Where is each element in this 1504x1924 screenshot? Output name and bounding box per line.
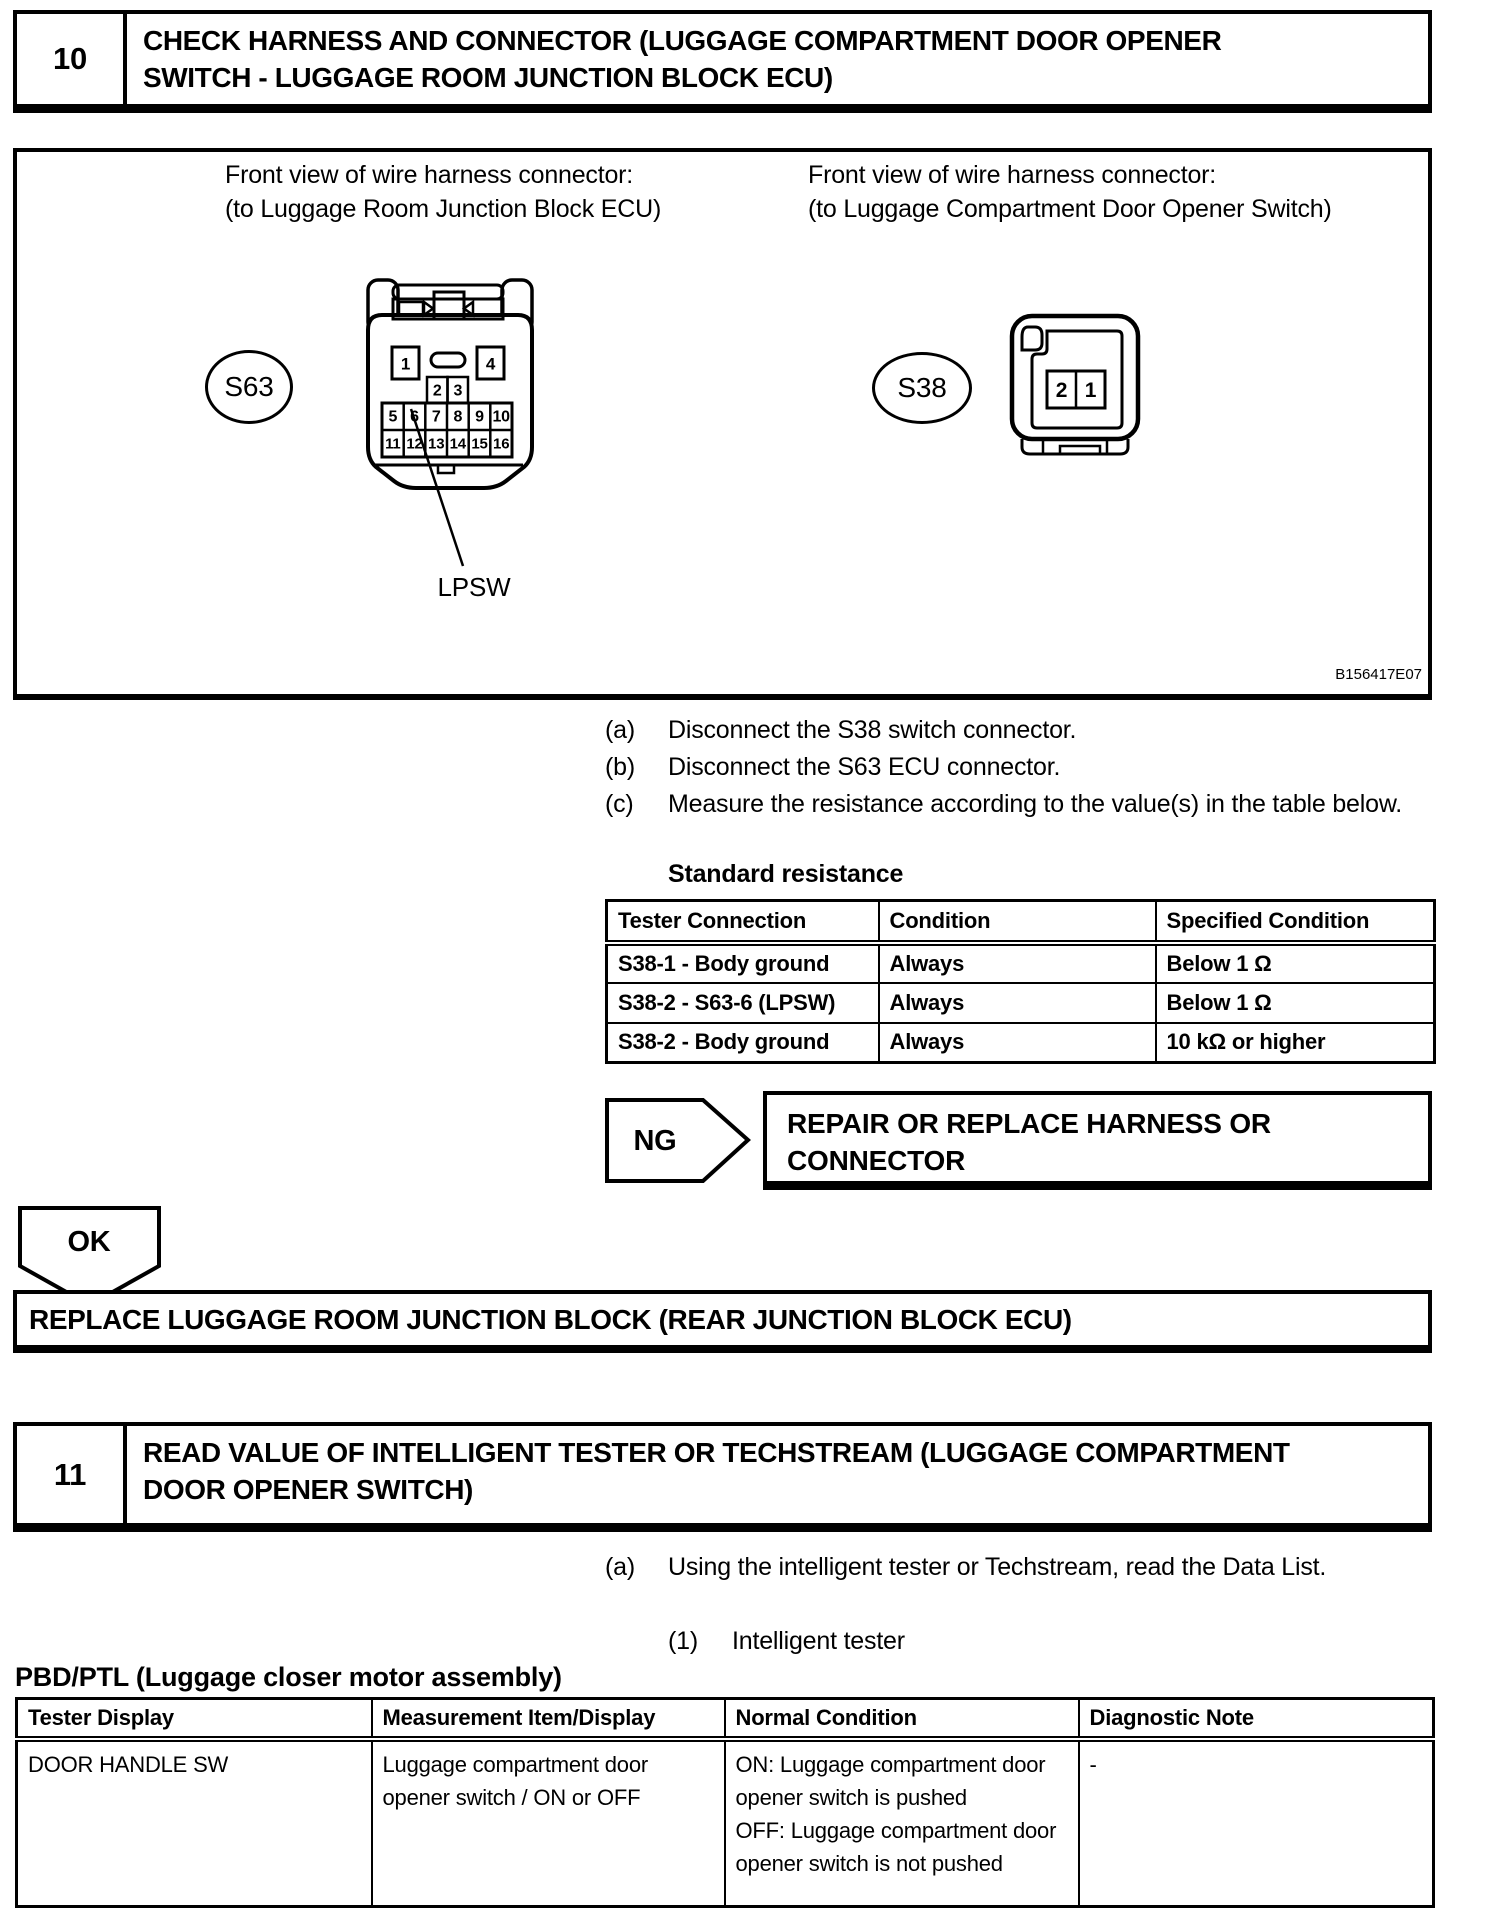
s63-pin-3: 3 bbox=[453, 382, 463, 400]
s63-pin-10: 10 bbox=[492, 408, 510, 426]
s63-pin-12: 12 bbox=[406, 435, 423, 453]
normal-condition-off: OFF: Luggage compartment door opener switch is not pushed bbox=[735, 1817, 1057, 1876]
step-11-title-line1: READ VALUE OF INTELLIGENT TESTER OR TECHSTREAM (LUGGAGE COMPARTMENT bbox=[143, 1437, 1290, 1468]
cell-specified-condition: 10 kΩ or higher bbox=[1156, 1023, 1435, 1063]
s63-pin-9: 9 bbox=[475, 408, 484, 426]
resistance-table bbox=[605, 899, 1436, 1064]
step11-a-label: (a) bbox=[605, 1553, 635, 1581]
step-10-title bbox=[127, 14, 1235, 104]
standard-resistance-caption: Standard resistance bbox=[668, 860, 904, 888]
s38-connector-drawing bbox=[1005, 310, 1145, 460]
col-measurement-item: Measurement Item/Display bbox=[372, 1699, 725, 1739]
step-b-text: Disconnect the S63 ECU connector. bbox=[668, 753, 1061, 781]
cell-tester-connection: S38-2 - S63-6 (LPSW) bbox=[607, 983, 879, 1023]
connector-label-s38: S38 bbox=[872, 352, 972, 424]
step11-sub-text: Intelligent tester bbox=[732, 1627, 905, 1655]
cell-specified-condition: Below 1 Ω bbox=[1156, 943, 1435, 983]
s63-pin-6: 6 bbox=[410, 408, 419, 426]
cell-condition: Always bbox=[879, 983, 1156, 1023]
table-row bbox=[607, 1023, 1435, 1063]
lpsw-pin-callout: LPSW bbox=[437, 572, 511, 602]
ng-action-box bbox=[763, 1091, 1432, 1190]
s63-pin-4: 4 bbox=[485, 354, 496, 374]
step-11-number: 11 bbox=[17, 1426, 127, 1523]
caption-left-line1: Front view of wire harness connector: bbox=[225, 161, 634, 189]
cell-condition: Always bbox=[879, 1023, 1156, 1063]
s63-connector-drawing bbox=[360, 275, 540, 605]
table-row bbox=[17, 1739, 1434, 1907]
col-specified-condition: Specified Condition bbox=[1156, 901, 1435, 943]
data-list-header-row bbox=[17, 1699, 1434, 1739]
cell-diagnostic-note: - bbox=[1079, 1739, 1434, 1907]
caption-left-line2: (to Luggage Room Junction Block ECU) bbox=[225, 195, 662, 223]
s63-pin-14: 14 bbox=[449, 435, 466, 453]
connector-label-s63: S63 bbox=[205, 350, 293, 424]
ok-label: OK bbox=[67, 1226, 111, 1258]
step-c-text: Measure the resistance according to the value(s) in the table below. bbox=[668, 790, 1403, 818]
s63-pin-2: 2 bbox=[432, 382, 442, 400]
cell-specified-condition: Below 1 Ω bbox=[1156, 983, 1435, 1023]
col-tester-connection: Tester Connection bbox=[607, 901, 879, 943]
step-b-label: (b) bbox=[605, 753, 635, 781]
step-10-header bbox=[13, 10, 1432, 113]
s38-pin-2: 2 bbox=[1055, 379, 1068, 402]
table-row bbox=[607, 943, 1435, 983]
s63-pin-13: 13 bbox=[428, 435, 445, 453]
cell-tester-connection: S38-1 - Body ground bbox=[607, 943, 879, 983]
s63-pin-8: 8 bbox=[453, 408, 463, 426]
s63-pin-16: 16 bbox=[493, 435, 510, 453]
pbd-ptl-heading: PBD/PTL (Luggage closer motor assembly) bbox=[15, 1662, 562, 1692]
caption-right-line2: (to Luggage Compartment Door Opener Switch) bbox=[808, 195, 1332, 223]
s38-pin-1: 1 bbox=[1084, 379, 1097, 402]
connector-figure bbox=[13, 148, 1432, 700]
col-normal-condition: Normal Condition bbox=[725, 1699, 1079, 1739]
cell-condition: Always bbox=[879, 943, 1156, 983]
step11-a-text: Using the intelligent tester or Techstream, read the Data List. bbox=[668, 1553, 1327, 1581]
step-a-label: (a) bbox=[605, 716, 635, 744]
s63-pin-5: 5 bbox=[388, 408, 398, 426]
step-10-title-line2: SWITCH - LUGGAGE ROOM JUNCTION BLOCK ECU) bbox=[143, 62, 833, 93]
replace-action-text: REPLACE LUGGAGE ROOM JUNCTION BLOCK (REAR JUNCTION BLOCK ECU) bbox=[29, 1304, 1072, 1335]
ng-arrow bbox=[605, 1098, 751, 1183]
figure-caption-right bbox=[808, 158, 1332, 226]
ng-arrow-shape bbox=[607, 1100, 748, 1181]
step-c-label: (c) bbox=[605, 790, 634, 818]
caption-right-line1: Front view of wire harness connector: bbox=[808, 161, 1217, 189]
cell-normal-condition bbox=[725, 1739, 1079, 1907]
table-row bbox=[607, 983, 1435, 1023]
cell-measurement: Luggage compartment door opener switch / ON or OFF bbox=[372, 1739, 725, 1907]
ng-action-text: REPAIR OR REPLACE HARNESS OR CONNECTOR bbox=[787, 1108, 1271, 1176]
replace-action-box bbox=[13, 1290, 1432, 1353]
resistance-table-header-row bbox=[607, 901, 1435, 943]
step-10-number: 10 bbox=[17, 14, 127, 104]
s38-notch bbox=[1022, 327, 1042, 350]
data-list-table bbox=[15, 1697, 1435, 1908]
step-10-title-line1: CHECK HARNESS AND CONNECTOR (LUGGAGE COMPARTMENT DOOR OPENER bbox=[143, 25, 1222, 56]
s63-pin-11: 11 bbox=[385, 435, 401, 453]
step11-sub-label: (1) bbox=[668, 1627, 698, 1655]
normal-condition-on: ON: Luggage compartment door opener switch is pushed bbox=[735, 1751, 1046, 1810]
s63-pin-15: 15 bbox=[471, 435, 488, 453]
step-a-text: Disconnect the S38 switch connector. bbox=[668, 716, 1077, 744]
cell-tester-display: DOOR HANDLE SW bbox=[17, 1739, 372, 1907]
col-diagnostic-note: Diagnostic Note bbox=[1079, 1699, 1434, 1739]
s63-pin-7: 7 bbox=[431, 408, 441, 426]
col-condition: Condition bbox=[879, 901, 1156, 943]
s63-pin-1: 1 bbox=[400, 354, 411, 374]
ng-label: NG bbox=[633, 1125, 677, 1157]
figure-caption-left bbox=[225, 158, 661, 226]
step-11-title-line2: DOOR OPENER SWITCH) bbox=[143, 1474, 473, 1505]
cell-tester-connection: S38-2 - Body ground bbox=[607, 1023, 879, 1063]
figure-code: B156417E07 bbox=[1335, 666, 1422, 683]
step-11-header bbox=[13, 1422, 1432, 1532]
col-tester-display: Tester Display bbox=[17, 1699, 372, 1739]
step-11-title bbox=[127, 1426, 1304, 1523]
